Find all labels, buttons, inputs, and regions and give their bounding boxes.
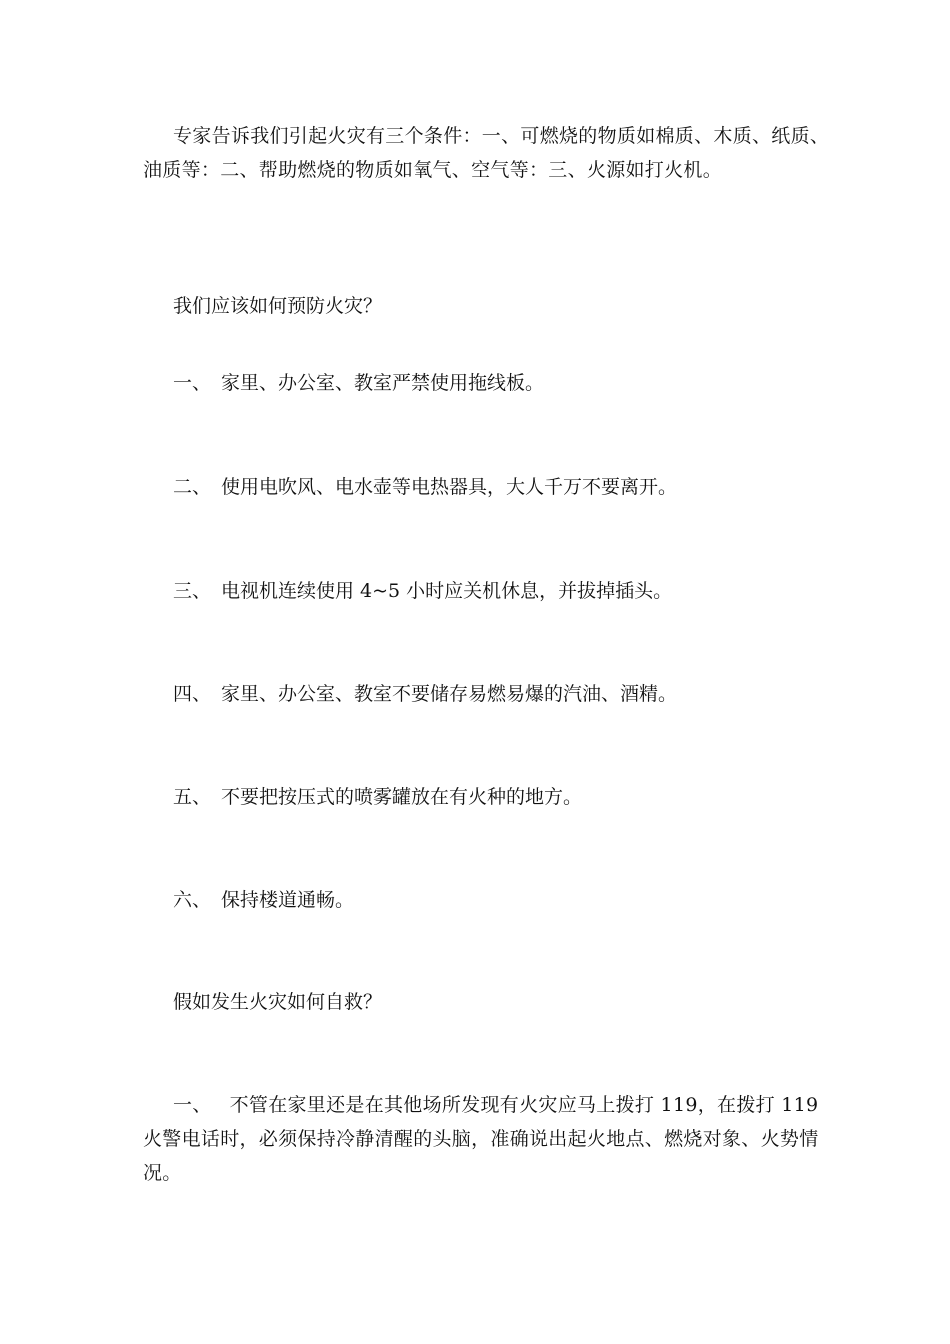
- intro-paragraph: 专家告诉我们引起火灾有三个条件：一、可燃烧的物质如棉质、木质、纸质、油质等：二、帮助燃烧的物质如氧气、空气等：三、火源如打火机。: [143, 125, 830, 181]
- selfrescue-item: [143, 1088, 833, 1190]
- item-text: 家里、办公室、教室不要储存易燃易爆的汽油、酒精。: [221, 683, 678, 705]
- prevention-item: [173, 883, 354, 917]
- prevention-item: [173, 677, 677, 711]
- item-number: 一、: [173, 372, 212, 394]
- item-number: 四、: [173, 683, 212, 705]
- selfrescue-question: 假如发生火灾如何自救？: [173, 991, 383, 1013]
- prevention-item: [173, 574, 672, 608]
- item-text: 使用电吹风、电水壶等电热器具，大人千万不要离开。: [221, 476, 678, 498]
- item-number: 六、: [173, 889, 212, 911]
- item-number: 一、: [173, 1094, 212, 1116]
- item-number: 五、: [173, 786, 212, 808]
- item-text: 不管在家里还是在其他场所发现有火灾应马上拨打 119，在拨打 119 火警电话时，必须保持冷静清醒的头脑，准确说出起火地点、燃烧对象、火势情况。: [143, 1094, 819, 1184]
- item-text: 不要把按压式的喷雾罐放在有火种的地方。: [221, 786, 583, 808]
- prevention-item: [173, 470, 677, 504]
- item-number: 三、: [173, 580, 212, 602]
- item-text: 保持楼道通畅。: [221, 889, 355, 911]
- item-text: 家里、办公室、教室严禁使用拖线板。: [221, 372, 545, 394]
- prevention-item: [173, 780, 582, 814]
- prevention-question: 我们应该如何预防火灾？: [173, 295, 383, 317]
- prevention-item: [173, 366, 544, 400]
- item-text: 电视机连续使用 4~5 小时应关机休息，并拔掉插头。: [221, 580, 673, 602]
- item-number: 二、: [173, 476, 212, 498]
